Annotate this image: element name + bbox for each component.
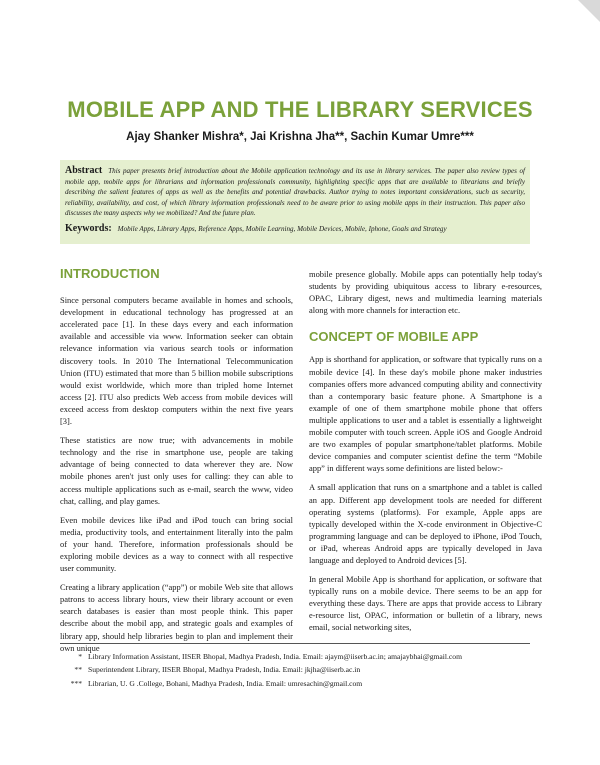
body-paragraph: mobile presence globally. Mobile apps can potentially help today's students by providing ubiquitous access to library e-resources, OPAC, Library digest, news and multimedia learning materials along with more channels for interaction etc. (309, 269, 542, 316)
footnote-text: Superintendent Library, IISER Bhopal, Madhya Pradesh, India. Email: jkjha@iiserb.ac.in (88, 665, 361, 675)
section-heading-introduction: INTRODUCTION (60, 266, 160, 281)
keywords-heading: Keywords: (65, 222, 112, 234)
body-paragraph: App is shorthand for application, or software that typically runs on a mobile device [4]. In these day's mobile phone maker industries companies offers more advanced computing ability and connectivity than a contemporary basic feature phone. A Smartphone is a example of one of them smartphone mobile phone that offers multiple applications to user and a tablet is essentially a lightweight mobile computer with touch screen. Apple iOS and Google Android are two examples of popular smartphone/tablet platforms. Mobile device companies and computer scientist define the term “Mobile app” in different ways some definitions are listed below:- (309, 354, 542, 474)
keywords-text: Mobile Apps, Library Apps, Reference Apps, Mobile Learning, Mobile Devices, Mobile, Iphone, Goals and Strategy (117, 224, 447, 233)
abstract (65, 166, 525, 219)
left-column (60, 266, 293, 661)
right-column (309, 268, 542, 641)
paper-title: MOBILE APP AND THE LIBRARY SERVICES (67, 97, 533, 122)
body-paragraph: A small application that runs on a smartphone and a tablet is called an app. Different app development tools are needed for different operating systems (platforms). For example, Apple apps are typically developed within the X-code environment in Objective-C programming language and can be deployed to iPhone, iPod Touch, or iPad, whereas Android apps are typically developed in Java language and deployed to Android devices [5]. (309, 482, 542, 565)
page-corner-fold (578, 0, 600, 22)
body-paragraph: Since personal computers became available in homes and schools, development in educational technology has progressed at an accelerated pace [1]. In these days every and each information available and accessible via www. Information seeker can obtain relevance information via various search tools or information discovery tools. In 2010 The International Telecommunication Union (ITU) estimated that more than 5 billion mobile subscriptions would exist worldwide, which more than tripled home Internet access [2]. ITU also predicts Web access from mobile devices will exceed access from desktop computers within the next five years [3]. (60, 295, 293, 427)
body-paragraph: These statistics are now true; with advancements in mobile technology and the rise in smartphone use, people are taking advantage of being connected to data wherever they are. Now mobile phones aren't just only uses for calling: they can able to access multiple applications such as e-mail, search the www, video chat, calling, and play games. (60, 435, 293, 506)
author-list: Ajay Shanker Mishra*, Jai Krishna Jha**, Sachin Kumar Umre*** (126, 131, 474, 143)
footnote-rule (60, 643, 530, 644)
keywords (65, 223, 525, 234)
abstract-text: This paper presents brief introduction about the Mobile application technology and its use in library services. The paper also review types of mobile app, mobile apps for librarians and information professionals community, highlighting specific apps that are available to librarians and briefly describing the salient features of apps as well as the benefits and potential drawbacks. Author trying to notes important considerations, such as security, reliability, availability, and cost, of which library information professionals need to be aware prior to using mobile apps in their instruction. This paper also discusses the many aspects why we mobilized? And the future plan. (65, 167, 525, 218)
footnote-mark: ** (74, 665, 82, 675)
footnote-text: Librarian, U. G .College, Bohani, Madhya Pradesh, India. Email: umresachin@gmail.com (88, 678, 363, 688)
body-paragraph: Creating a library application (“app”) or mobile Web site that allows patrons to access library hours, view their library account or even search databases is easier than most people think. This paper describe about the mobil app, and strategic goals and examples of library app, should help libraries begin to plan and implement their own unique (60, 582, 293, 653)
footnote (60, 663, 540, 676)
abstract-box (60, 160, 530, 244)
footnote (60, 650, 540, 663)
footnote (60, 677, 540, 690)
abstract-heading: Abstract (65, 165, 103, 176)
footnote-mark: * (78, 652, 82, 661)
footnote-mark: *** (70, 678, 82, 688)
footnotes (60, 650, 540, 690)
body-paragraph: In general Mobile App is shorthand for application, or software that typically runs on a mobile device. There seems to be an app for everything these days. There are apps that provide access to Library e-resource list, OPAC, information or bulletin of a library, news email, social networking sites, (309, 574, 542, 633)
footnote-text: Library Information Assistant, IISER Bhopal, Madhya Pradesh, India. Email: ajaym@iiserb.ac.in; amajaybhai@gmail.com (88, 652, 462, 661)
body-paragraph: Even mobile devices like iPad and iPod touch can bring social media, productivity tools, and entertainment literally into the palm of your hand. Therefore, information professionals should be exploring mobile devices as a way to connect with all respective user community. (60, 514, 293, 574)
section-heading-concept: CONCEPT OF MOBILE APP (309, 329, 479, 345)
